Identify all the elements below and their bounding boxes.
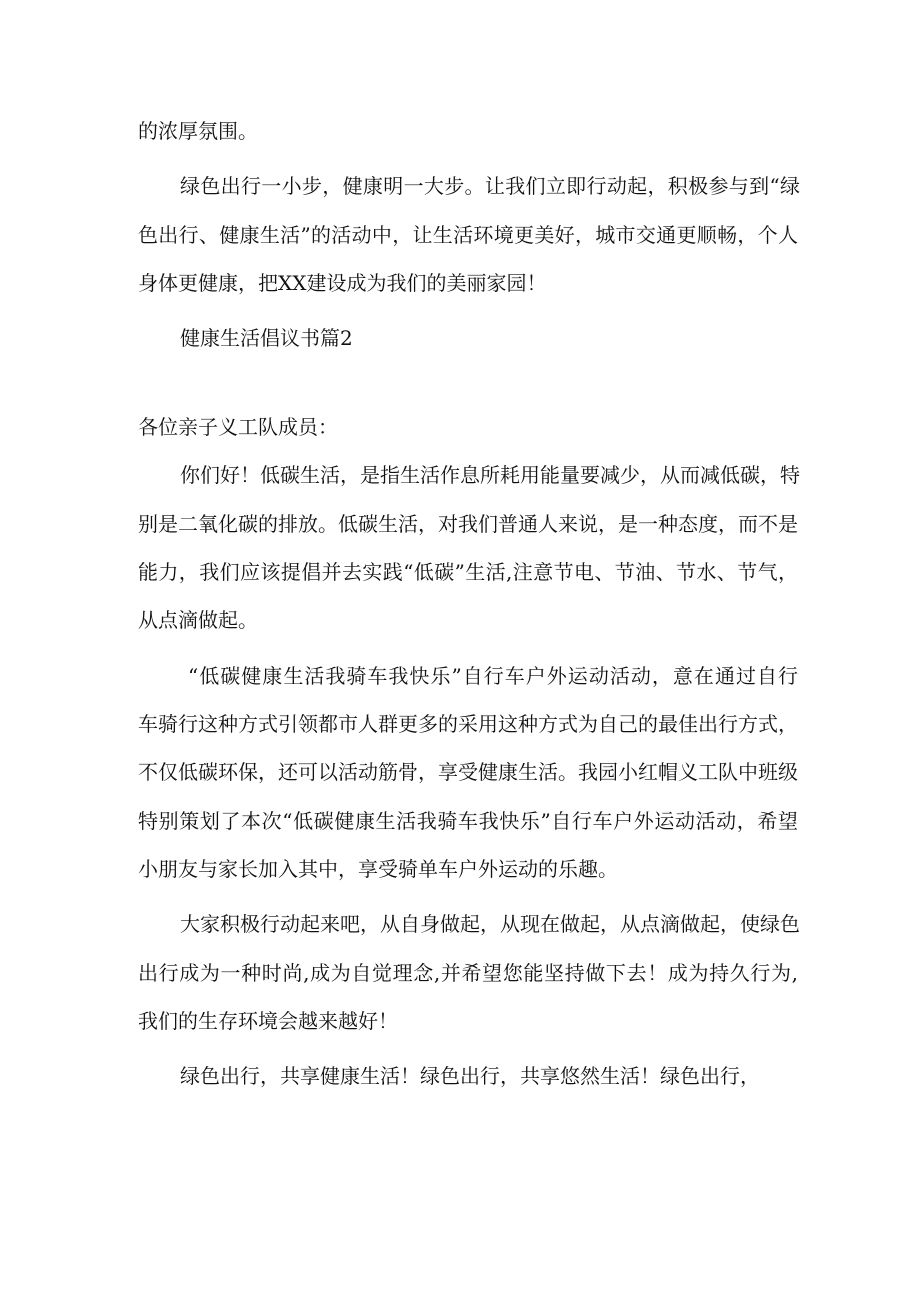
text-line: 你们好！低碳生活，是指生活作息所耗用能量要减少，从而减低碳，特 xyxy=(180,463,800,487)
text-line: 的浓厚氛围。 xyxy=(138,119,258,143)
text-line: 身体更健康，把XX建设成为我们的美丽家园！ xyxy=(138,271,547,295)
text-line: 车骑行这种方式引领都市人群更多的采用这种方式为自己的最佳出行方式， xyxy=(138,712,798,736)
text-line: 大家积极行动起来吧，从自身做起，从现在做起，从点滴做起，使绿色 xyxy=(180,912,800,936)
text-line: 色出行、健康生活”的活动中，让生活环境更美好，城市交通更顺畅，个人 xyxy=(138,223,798,247)
text-line: 特别策划了本次“低碳健康生活我骑车我快乐”自行车户外运动活动，希望 xyxy=(138,809,798,833)
text-line: 小朋友与家长加入其中，享受骑单车户外运动的乐趣。 xyxy=(138,857,618,881)
text-line: 从点滴做起。 xyxy=(138,608,258,632)
section-heading: 健康生活倡议书篇2 xyxy=(180,326,353,350)
text-line: 别是二氧化碳的排放。低碳生活，对我们普通人来说，是一种态度，而不是 xyxy=(138,512,798,536)
text-line: “低碳健康生活我骑车我快乐”自行车户外运动活动，意在通过自行 xyxy=(188,664,798,688)
salutation: 各位亲子义工队成员： xyxy=(138,415,338,439)
text-line: 绿色出行一小步，健康明一大步。让我们立即行动起，积极参与到“绿 xyxy=(180,174,800,198)
text-line: 绿色出行，共享健康生活！绿色出行，共享悠然生活！绿色出行， xyxy=(180,1064,760,1088)
text-line: 不仅低碳环保，还可以活动筋骨，享受健康生活。我园小红帽义工队中班级 xyxy=(138,760,798,784)
text-line: 我们的生存环境会越来越好！ xyxy=(138,1009,398,1033)
text-line: 能力，我们应该提倡并去实践“低碳”生活,注意节电、节油、节水、节气， xyxy=(138,560,798,584)
text-line: 出行成为一种时尚,成为自觉理念,并希望您能坚持做下去！成为持久行为, xyxy=(138,961,798,985)
